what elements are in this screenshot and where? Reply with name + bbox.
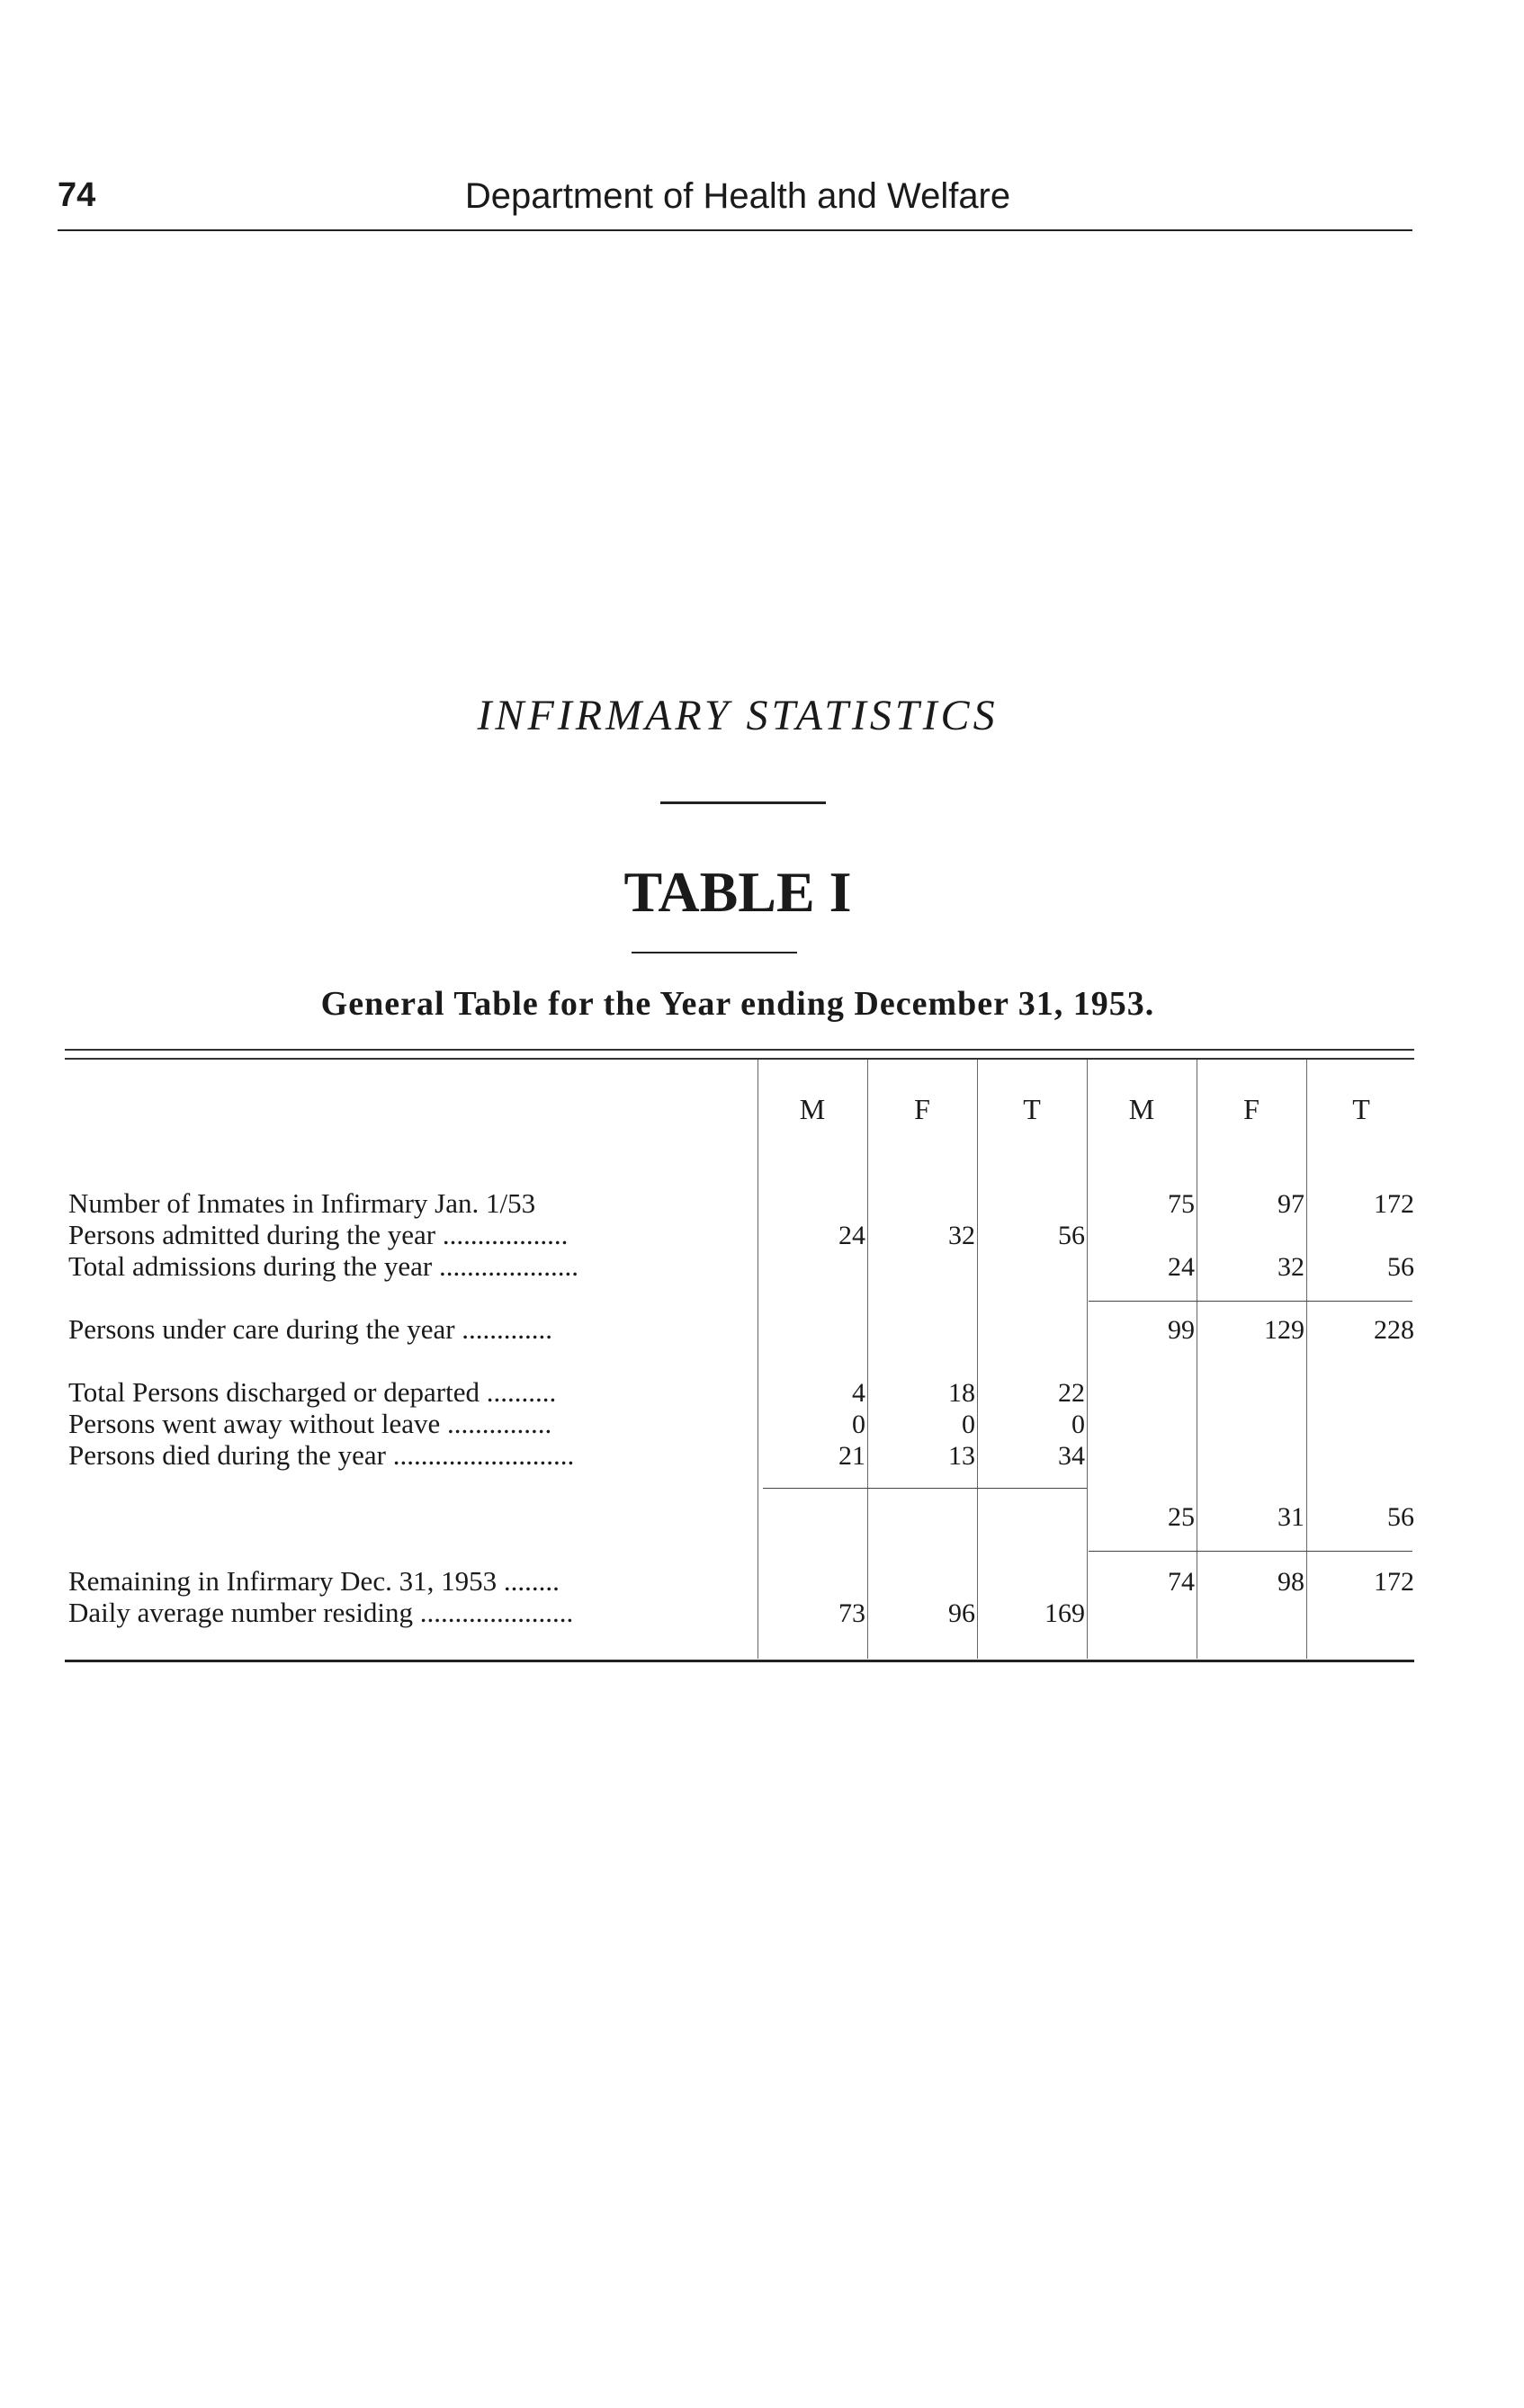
table-cell: 129 [1264,1315,1304,1345]
table-cell: 18 [948,1378,975,1408]
column-header-m-2: M [1128,1093,1155,1125]
running-title: Department of Health and Welfare [464,176,1011,216]
page-number: 74 [58,176,96,214]
row-label: Persons admitted during the year .................. [68,1219,569,1250]
table-cell: 73 [838,1598,865,1628]
column-divider [867,1060,868,1659]
row-label: Total Persons discharged or departed .......... [68,1376,557,1408]
title-divider [660,801,826,804]
table-cell: 74 [1168,1567,1195,1597]
table-top-rule-inner [65,1058,1414,1060]
table-cell: 99 [1168,1315,1195,1345]
table-cell: 34 [1058,1441,1085,1471]
row-label: Persons under care during the year ............. [68,1313,553,1345]
sum-rule [763,1488,1087,1489]
table-cell: 32 [1277,1252,1304,1282]
table-cell: 31 [1277,1502,1304,1532]
table-cell: 4 [852,1378,865,1408]
table-top-rule [65,1049,1414,1051]
table-cell: 228 [1374,1315,1414,1345]
table-cell: 22 [1058,1378,1085,1408]
table-cell: 24 [838,1221,865,1250]
table-cell: 98 [1277,1567,1304,1597]
table-cell: 0 [962,1410,975,1439]
sum-rule [1089,1301,1412,1302]
section-title: INFIRMARY STATISTICS [477,692,999,739]
table-cell: 13 [948,1441,975,1471]
row-label: Total admissions during the year .................... [68,1250,578,1282]
table-caption: General Table for the Year ending December 31, 1953. [320,985,1155,1023]
table-cell: 97 [1277,1189,1304,1219]
table-cell: 24 [1168,1252,1195,1282]
column-header-f-2: F [1243,1093,1260,1125]
table-cell: 75 [1168,1189,1195,1219]
caption-divider [632,952,797,953]
column-header-f-1: F [914,1093,930,1125]
column-divider [1306,1060,1307,1659]
table-title: TABLE I [623,860,852,924]
row-label: Persons went away without leave ............... [68,1408,552,1439]
column-header-m-1: M [799,1093,826,1125]
table-cell: 96 [948,1598,975,1628]
header-rule [58,229,1412,231]
row-label: Persons died during the year .......................... [68,1439,575,1471]
table-cell: 172 [1374,1567,1414,1597]
row-label: Daily average number residing ...................... [68,1597,574,1628]
table-cell: 0 [1071,1410,1085,1439]
table-cell: 25 [1168,1502,1195,1532]
table-cell: 32 [948,1221,975,1250]
table-cell: 0 [852,1410,865,1439]
table-cell: 56 [1387,1502,1414,1532]
row-label: Number of Inmates in Infirmary Jan. 1/53 [68,1187,536,1219]
table-cell: 56 [1387,1252,1414,1282]
table-bottom-rule [65,1660,1414,1662]
column-header-t-2: T [1352,1093,1370,1125]
row-label: Remaining in Infirmary Dec. 31, 1953 ........ [68,1565,560,1597]
column-divider [977,1060,978,1659]
table-cell: 169 [1044,1598,1085,1628]
sum-rule [1089,1551,1412,1552]
table-cell: 56 [1058,1221,1085,1250]
table-cell: 172 [1374,1189,1414,1219]
column-header-t-1: T [1023,1093,1041,1125]
column-divider [1087,1060,1088,1659]
table-cell: 21 [838,1441,865,1471]
